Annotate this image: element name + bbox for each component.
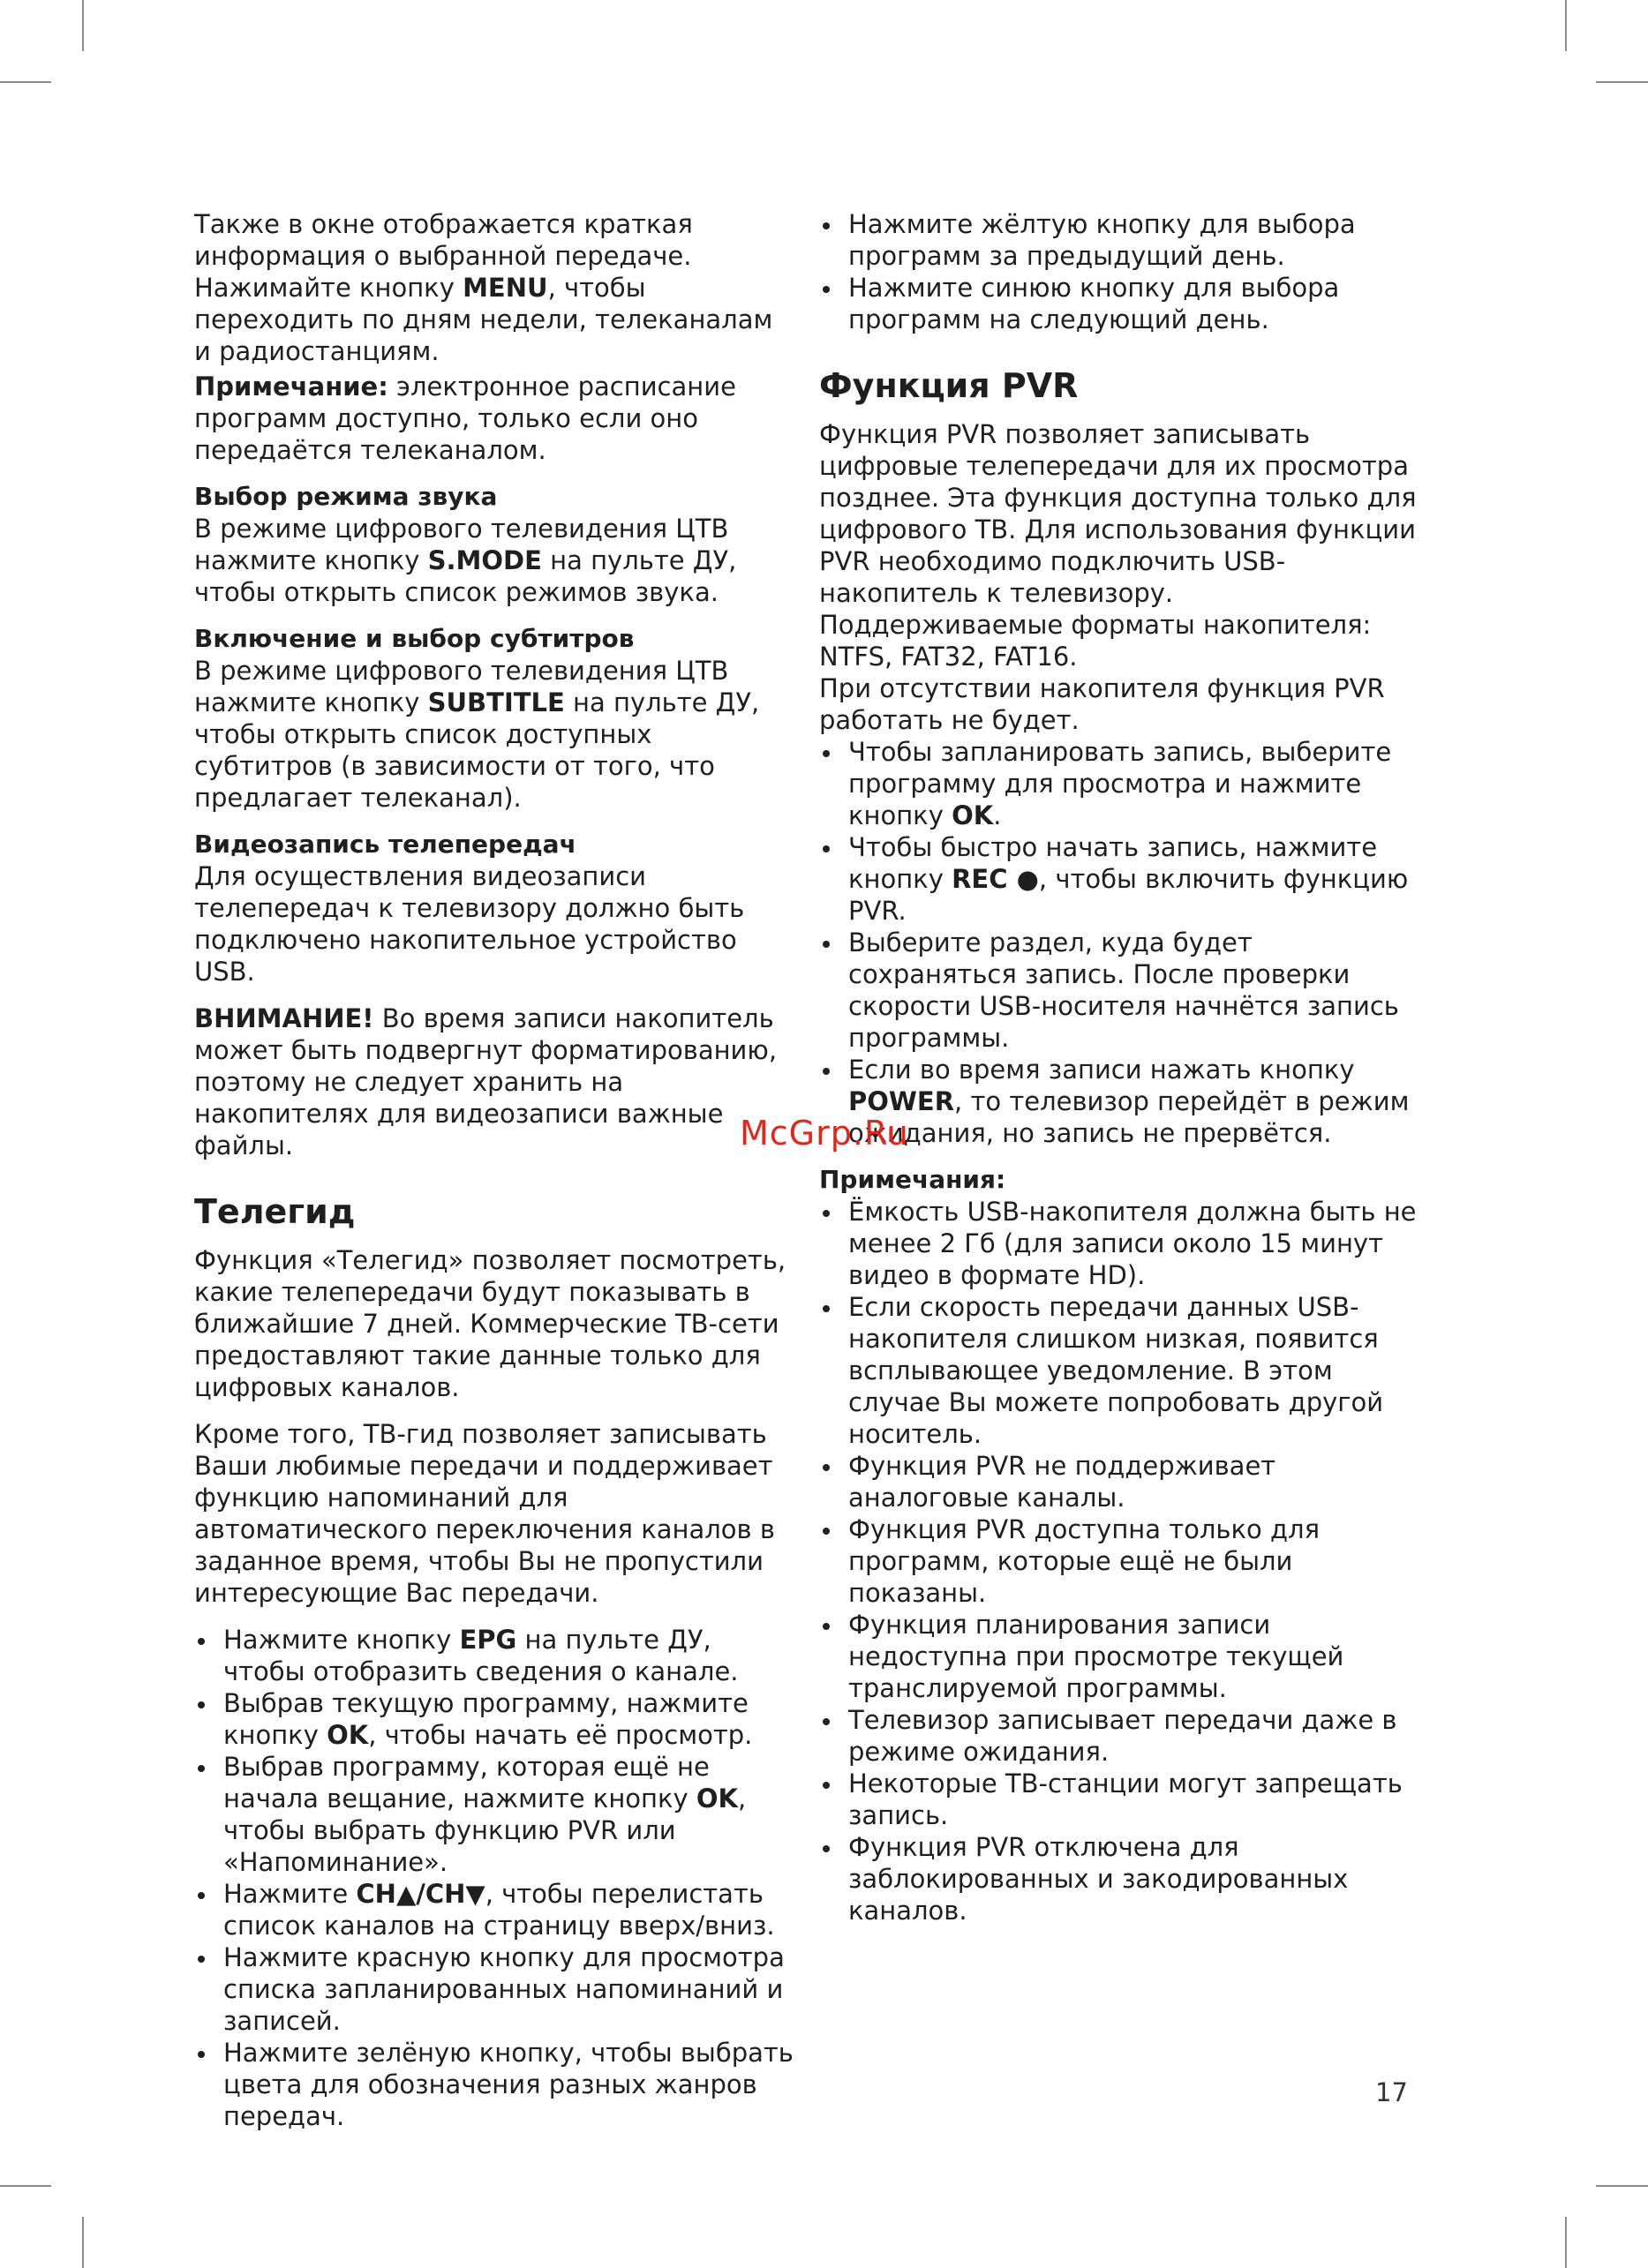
- subtitles-text: В режиме цифрового телевидения ЦТВ нажмите кнопку SUBTITLE на пульте ДУ, чтобы открыть список доступных субтитров (в зависимости от того, что предлагает телеканал).: [194, 656, 760, 813]
- sound-mode-text: В режиме цифрового телевидения ЦТВ нажмите кнопку S.MODE на пульте ДУ, чтобы открыть список режимов звука.: [194, 514, 737, 607]
- recording-text: Для осуществления видеозаписи телепередач к телевизору должно быть подключено накопительное устройство USB.: [194, 861, 745, 987]
- list-item: Телевизор записывает передачи даже в режиме ожидания.: [819, 1704, 1428, 1768]
- list-item: Нажмите синюю кнопку для выбора программ на следующий день.: [819, 272, 1428, 335]
- list-item: Функция PVR доступна только для программ, которые ещё не были показаны.: [819, 1513, 1428, 1609]
- note-label: Примечание:: [194, 372, 388, 402]
- list-item: Ёмкость USB-накопителя должна быть не менее 2 Гб (для записи около 15 минут видео в формате HD).: [819, 1196, 1428, 1291]
- epg-info-paragraph: Также в окне отображается краткая информация о выбранной передаче. Нажимайте кнопку MENU, чтобы переходить по дням недели, телеканалам и радиостанциям.: [194, 209, 773, 366]
- smode-key: S.MODE: [427, 545, 542, 575]
- list-item: Нажмите жёлтую кнопку для выбора программ за предыдущий день.: [819, 208, 1428, 272]
- pvr-section-title: Функция PVR: [819, 366, 1079, 405]
- epg-paragraph-1: Функция «Телегид» позволяет посмотреть, какие телепередачи будут показывать в ближайшие 7 дней. Коммерческие ТВ-сети предоставляют такие данные только для цифровых каналов.: [194, 1245, 786, 1402]
- menu-key: MENU: [463, 273, 548, 303]
- warning-label: ВНИМАНИЕ!: [194, 1003, 374, 1033]
- crop-mark: [1596, 2185, 1648, 2187]
- list-item: Чтобы запланировать запись, выберите программу для просмотра и нажмите кнопку OK.: [819, 736, 1428, 831]
- epg-section-title: Телегид: [194, 1192, 356, 1231]
- note-paragraph: Примечание: электронное расписание программ доступно, только если оно передаётся телеканалом.: [194, 372, 736, 465]
- page-number: 17: [1375, 2077, 1408, 2107]
- list-item: Если во время записи нажать кнопку POWER, то телевизор перейдёт в режим ожидания, но запись не прервётся.: [819, 1054, 1428, 1149]
- list-item: Функция PVR отключена для заблокированных и закодированных каналов.: [819, 1831, 1428, 1926]
- pvr-paragraph-3: При отсутствии накопителя функция PVR работать не будет.: [819, 673, 1385, 735]
- recording-heading: Видеозапись телепередач: [194, 830, 576, 859]
- crop-mark: [1565, 0, 1567, 51]
- epg-steps-list: [194, 1624, 794, 2132]
- sound-mode-heading: Выбор режима звука: [194, 482, 498, 511]
- list-item: Нажмите CH▲/CH▼, чтобы перелистать список каналов на страницу вверх/вниз.: [194, 1878, 794, 1941]
- right-column: [819, 208, 1428, 1926]
- list-item: Выбрав текущую программу, нажмите кнопку OK, чтобы начать её просмотр.: [194, 1687, 794, 1751]
- crop-mark: [82, 2217, 84, 2268]
- pvr-paragraph-1: Функция PVR позволяет записывать цифровые телепередачи для их просмотра позднее. Эта функция доступна только для цифрового ТВ. Для использования функции PVR необходимо подключить USB-накопитель к телевизору.: [819, 419, 1417, 608]
- pvr-notes-heading: Примечания:: [819, 1165, 1006, 1194]
- list-item: Выбрав программу, которая ещё не начала вещание, нажмите кнопку OK, чтобы выбрать функцию PVR или «Напоминание».: [194, 1751, 794, 1878]
- crop-mark: [1565, 2217, 1567, 2268]
- crop-mark: [1596, 81, 1648, 83]
- watermark: McGrp.Ru: [740, 1114, 909, 1153]
- list-item: Выберите раздел, куда будет сохраняться запись. После проверки скорости USB-носителя начнётся запись программы.: [819, 927, 1428, 1054]
- epg-day-list: [819, 208, 1428, 335]
- pvr-notes-list: [819, 1196, 1428, 1926]
- subtitle-key: SUBTITLE: [427, 687, 565, 717]
- pvr-paragraph-2: Поддерживаемые форматы накопителя: NTFS, FAT32, FAT16.: [819, 610, 1372, 672]
- list-item: Некоторые ТВ-станции могут запрещать запись.: [819, 1768, 1428, 1831]
- crop-mark: [0, 81, 51, 83]
- list-item: Нажмите красную кнопку для просмотра списка запланированных напоминаний и записей.: [194, 1941, 794, 2037]
- list-item: Функция планирования записи недоступна при просмотре текущей транслируемой программы.: [819, 1609, 1428, 1704]
- list-item: Нажмите кнопку EPG на пульте ДУ, чтобы отобразить сведения о канале.: [194, 1624, 794, 1687]
- crop-mark: [82, 0, 84, 51]
- list-item: Чтобы быстро начать запись, нажмите кнопку REC ●, чтобы включить функцию PVR.: [819, 831, 1428, 927]
- epg-paragraph-2: Кроме того, ТВ-гид позволяет записывать Ваши любимые передачи и поддерживает функцию напоминаний для автоматического переключения каналов в заданное время, чтобы Вы не пропустили интересующие Вас передачи.: [194, 1419, 775, 1608]
- list-item: Нажмите зелёную кнопку, чтобы выбрать цвета для обозначения разных жанров передач.: [194, 2037, 794, 2132]
- subtitles-heading: Включение и выбор субтитров: [194, 624, 635, 653]
- warning-paragraph: ВНИМАНИЕ! Во время записи накопитель может быть подвергнут форматированию, поэтому не следует хранить на накопителях для видеозаписи важные файлы.: [194, 1003, 778, 1160]
- left-column: [194, 208, 794, 2132]
- list-item: Если скорость передачи данных USB-накопителя слишком низкая, появится всплывающее уведомление. В этом случае Вы можете попробовать другой носитель.: [819, 1291, 1428, 1450]
- crop-mark: [0, 2185, 51, 2187]
- list-item: Функция PVR не поддерживает аналоговые каналы.: [819, 1450, 1428, 1513]
- pvr-steps-list: [819, 736, 1428, 1149]
